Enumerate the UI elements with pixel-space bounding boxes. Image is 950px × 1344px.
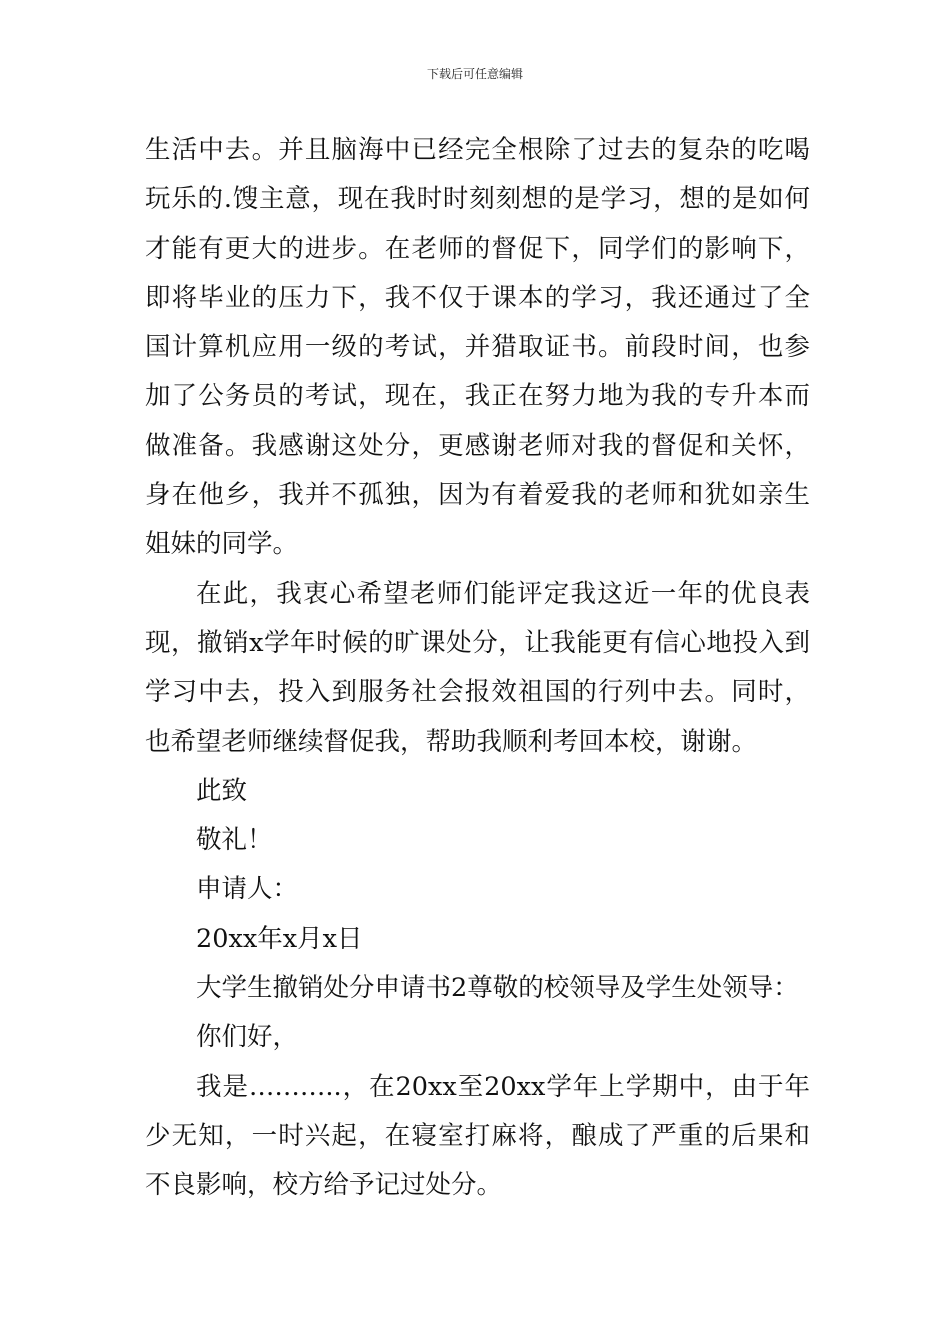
section-heading: 大学生撤销处分申请书2尊敬的校领导及学生处领导： (196, 973, 799, 1004)
body-line: 才能有更大的进步。在老师的督促下，同学们的影响下， (145, 233, 810, 264)
applicant-label: 申请人： (196, 874, 299, 905)
body-line: 玩乐的.馊主意，现在我时时刻刻想的是学习，想的是如何 (145, 184, 810, 215)
document-body (145, 126, 810, 1211)
body-line: 不良影响，校方给予记过处分。 (145, 1170, 503, 1201)
body-line: 我是………..，在20xx至20xx学年上学期中，由于年 (196, 1071, 810, 1102)
body-line: 身在他乡，我并不孤独，因为有着爱我的老师和犹如亲生 (145, 480, 810, 511)
body-line: 姐妹的同学。 (145, 529, 299, 560)
body-line: 学习中去，投入到服务社会报效祖国的行列中去。同时， (145, 677, 810, 708)
greeting: 你们好， (196, 1022, 299, 1053)
body-line: 生活中去。并且脑海中已经完全根除了过去的复杂的吃喝 (145, 135, 810, 165)
body-line: 加了公务员的考试，现在，我正在努力地为我的专升本而 (145, 381, 810, 412)
date-line: 20xx年x月x日 (196, 923, 363, 954)
body-line: 即将毕业的压力下，我不仅于课本的学习，我还通过了全 (145, 282, 810, 313)
body-line: 现，撤销x学年时候的旷课处分，让我能更有信心地投入到 (145, 627, 810, 658)
body-line: 做准备。我感谢这处分，更感谢老师对我的督促和关怀， (145, 430, 810, 461)
closing-regards: 敬礼！ (196, 825, 273, 856)
body-line: 少无知，一时兴起，在寝室打麻将，酿成了严重的后果和 (145, 1120, 810, 1151)
body-line: 在此，我衷心希望老师们能评定我这近一年的优良表 (196, 578, 810, 609)
closing-salutation: 此致 (196, 775, 248, 806)
body-line: 国计算机应用一级的考试，并猎取证书。前段时间，也参 (145, 332, 810, 363)
body-line: 也希望老师继续督促我，帮助我顺利考回本校，谢谢。 (145, 726, 758, 757)
header-note: 下载后可任意编辑 (426, 67, 523, 81)
